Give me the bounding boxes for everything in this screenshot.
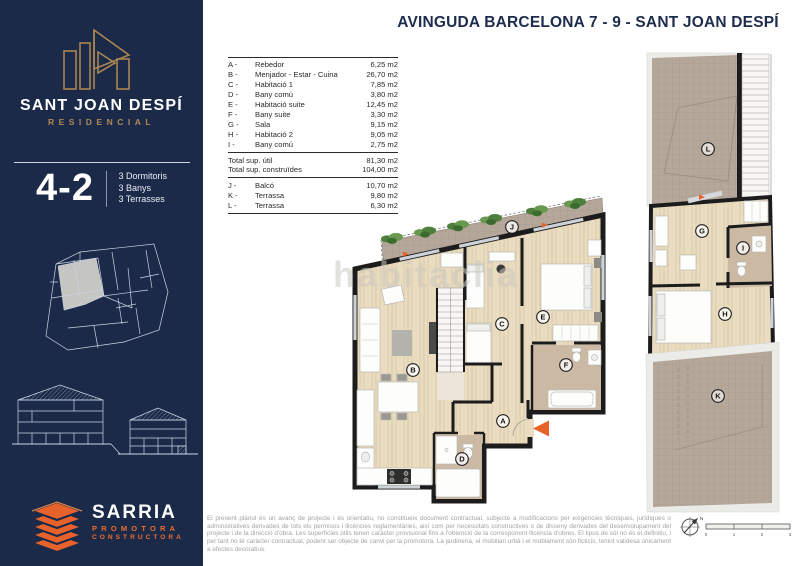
room-label-B: B [410,365,416,375]
sarria-logo-icon [26,496,88,552]
room-label-I: I [741,243,745,253]
room-label-A: A [500,416,506,426]
brand-subtitle: RESIDENCIAL [47,117,156,127]
areas-table [228,57,398,217]
sidebar [0,0,203,566]
bath-I-floor [728,224,772,288]
tower-floorplan [645,50,795,516]
compass-north-label: N [700,516,704,521]
unit-feature: 3 Terrasses [118,194,165,205]
room-label-C: C [499,319,505,329]
developer-line1: PROMOTORA [92,524,180,533]
room-label-K: K [715,391,721,401]
developer-wordmark [92,503,184,541]
entry-arrow-icon [533,421,549,437]
page-title: AVINGUDA BARCELONA 7 - 9 - SANT JOAN DESPÍ [397,14,779,31]
table-rule [228,57,398,58]
staircase [437,288,464,372]
table-rule [228,177,398,178]
unit-features [118,171,167,206]
table-row: H - Habitació 2 9,05 m2 [228,129,398,139]
compass-icon [680,516,703,537]
sidebar-divider [14,162,190,163]
unit-info [0,167,203,210]
scale-bar [705,524,792,537]
table-row: F - Bany suite 3,30 m2 [228,109,398,119]
total-row: Total sup. útil 81,30 m2 [228,155,398,165]
main-floorplan [340,196,655,516]
unit-feature: 3 Dormitoris [118,171,167,182]
unit-number: 4-2 [36,167,94,209]
scale-tick: 0 [704,532,708,537]
legal-disclaimer: El present plànol és un avanç de projecte i és orientatiu, no constitueix document contractual, subjecte a modificacions per exigències tècniques, jurídiques o administratives derivades de tots els permisos i llicències reglamentàries, així com per necessitats constructives o de disseny derivades del desenvolupament del projecte i de la direcció d'obra. Les superfícies útils tenen caràcter provisional fins a l'obtenció de la corresponent llicència d'obres. El tipus de sòl no és el definitiu, i per tant no té caràcter contractual, podent ser objecte de canvi per la promotora. La jardineria, el mobiliari urbà i el moblament són ficticis, tenint validesa únicament a efectes decoratius. [207,515,671,553]
table-row: C - Habitació 1 7,85 m2 [228,79,398,89]
scale-tick: 1 [732,532,736,537]
room-label-J: J [509,222,515,232]
table-row: I - Bany comú 2,75 m2 [228,139,398,149]
table-row: D - Bany comú 3,80 m2 [228,89,398,99]
table-row: E - Habitació suite 12,45 m2 [228,99,398,109]
building-sections-drawing [12,380,198,462]
table-row: K - Terrassa 9,80 m2 [228,190,398,200]
compass-and-scale [676,512,794,546]
unit-feature: 3 Banys [118,182,151,193]
table-row: L - Terrassa 6,30 m2 [228,200,398,210]
total-row: Total sup. construïdes 104,00 m2 [228,165,398,175]
table-row: J - Balcó 10,70 m2 [228,180,398,190]
table-rule [228,152,398,153]
room-label-H: H [722,309,728,319]
understair-area [437,372,464,400]
table-row: A - Rebedor 6,25 m2 [228,60,398,69]
room-label-G: G [699,226,705,236]
developer-name: SARRIA [92,502,177,523]
brand-logo-icon [61,28,143,92]
watermark: habitaclia [333,254,520,295]
room-label-D: D [459,454,465,464]
scale-tick: 3 [788,532,792,537]
communal-staircase [737,53,771,205]
unit-separator [106,171,108,207]
terrace-L [647,53,743,206]
room-label-L: L [705,144,711,154]
developer-line2: CONSTRUCTORA [92,534,184,541]
scale-tick: 2 [760,532,764,537]
blueprint-overview-plan [28,238,180,362]
brand-name: SANT JOAN DESPÍ [20,97,183,114]
terrace-K [646,342,779,512]
entry-door-gap [526,419,534,437]
table-row: G - Sala 9,15 m2 [228,119,398,129]
room-label-F: F [563,360,569,370]
table-row: B - Menjador - Estar - Cuina 26,70 m2 [228,69,398,79]
room-label-E: E [540,312,546,322]
